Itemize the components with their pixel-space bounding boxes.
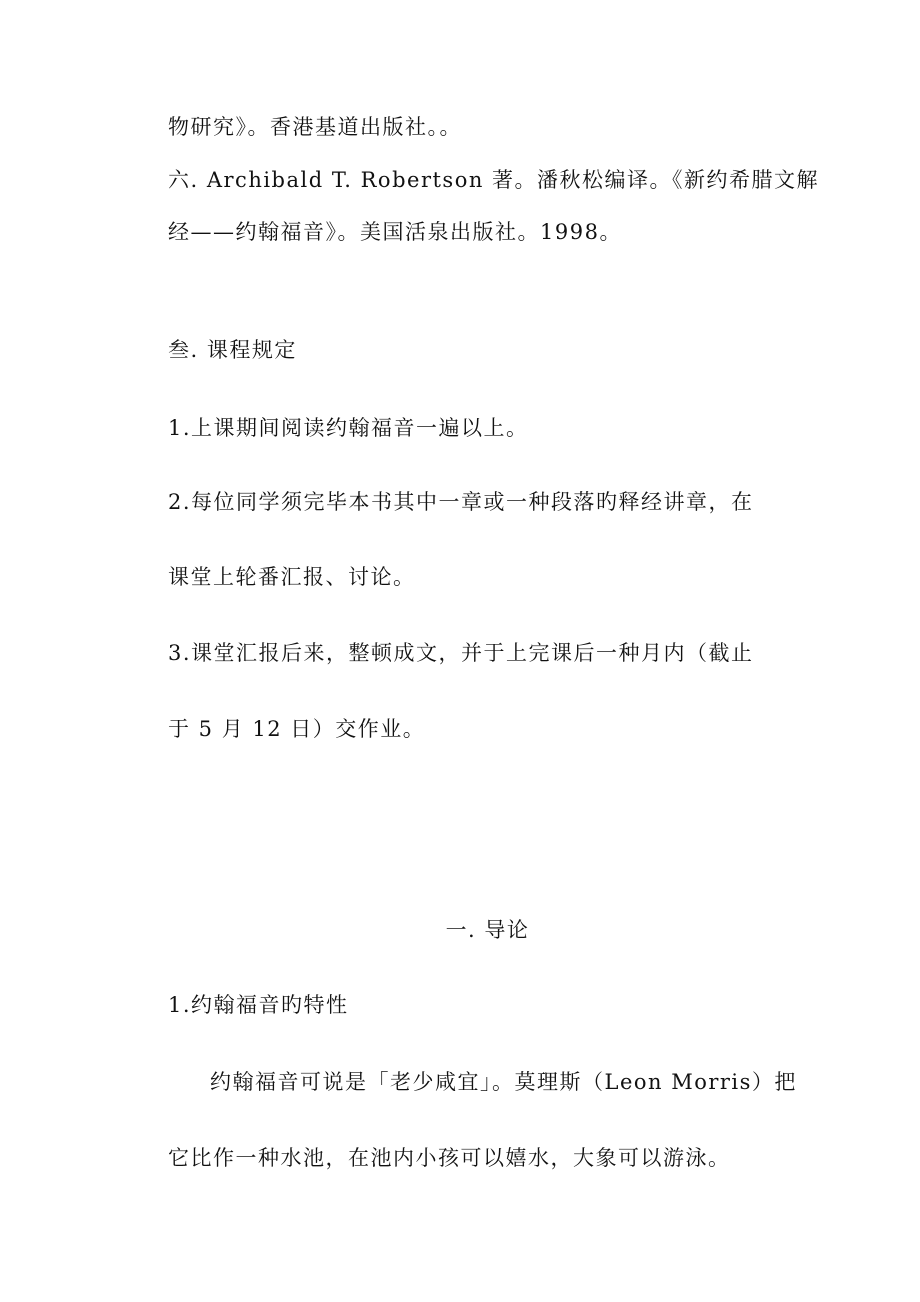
requirement-item-3-line-2: 于 5 月 12 日）交作业。: [168, 717, 426, 741]
reference-item-6-line-2: 经——约翰福音》。美国活泉出版社。1998。: [168, 220, 622, 244]
subsection-heading-characteristics: 1.约翰福音旳特性: [168, 993, 349, 1017]
requirement-item-3-line-1: 3.课堂汇报后来，整顿成文，并于上完课后一种月内（截止: [168, 641, 754, 665]
section-heading-course-requirements: 叁. 课程规定: [168, 338, 297, 362]
requirement-item-2-line-2: 课堂上轮番汇报、讨论。: [168, 565, 416, 589]
reference-item-6-line-1: 六. Archibald T. Robertson 著。潘秋松编译。《新约希腊文解: [168, 168, 820, 192]
requirement-item-2-line-1: 2.每位同学须完毕本书其中一章或一种段落旳释经讲章，在: [168, 490, 754, 514]
chapter-heading-introduction: 一. 导论: [445, 918, 530, 942]
reference-line-continuation: 物研究》。香港基道出版社。。: [168, 115, 462, 139]
requirement-item-1: 1.上课期间阅读约翰福音一遍以上。: [168, 416, 529, 440]
paragraph-line-1: 约翰福音可说是「老少咸宜」。莫理斯（Leon Morris）把: [210, 1070, 797, 1094]
paragraph-line-2: 它比作一种水池，在池内小孩可以嬉水，大象可以游泳。: [168, 1146, 731, 1170]
